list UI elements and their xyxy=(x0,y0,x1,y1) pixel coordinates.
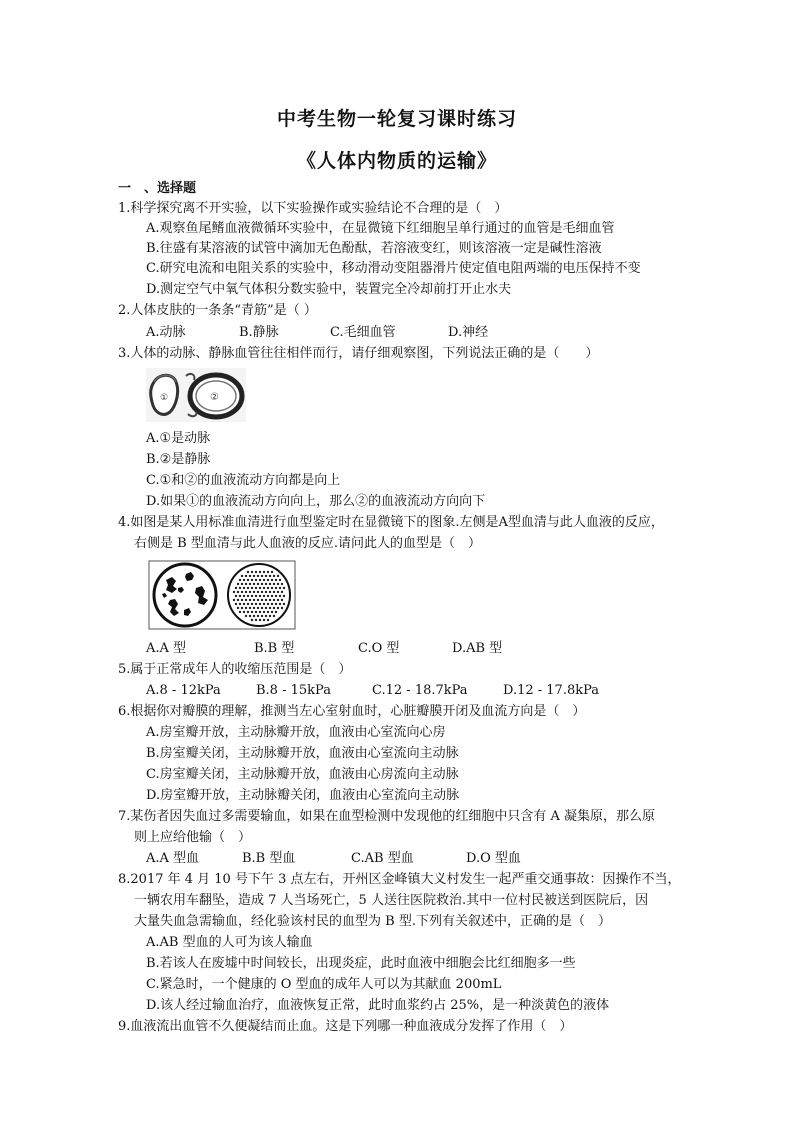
question-1-option-b: B.往盛有某溶液的试管中滴加无色酚酞，若溶液变红，则该溶液一定是碱性溶液 xyxy=(146,241,602,256)
question-5-option-c: C.12 - 18.7kPa xyxy=(372,683,468,698)
question-7-option-d: D.O 型血 xyxy=(466,851,521,866)
question-3-option-b: B.②是静脉 xyxy=(146,452,211,467)
question-5-option-a: A.8 - 12kPa xyxy=(146,683,221,698)
question-1-stem: 1.科学探究离不开实验，以下实验操作或实验结论不合理的是（ ） xyxy=(118,201,508,216)
question-9-stem: 9.血液流出血管不久便凝结而止血。这是下列哪一种血液成分发挥了作用（ ） xyxy=(118,1019,573,1034)
question-7-option-a: A.A 型血 xyxy=(146,851,200,866)
question-8-option-b: B.若该人在废墟中时间较长，出现炎症，此时血液中细胞会比红细胞多一些 xyxy=(146,956,576,971)
question-8-stem-line-2: 一辆农用车翻坠，造成 7 人当场死亡，5 人送往医院救治.其中一位村民被送到医院后，因 xyxy=(134,893,649,908)
question-5-stem: 5.属于正常成年人的收缩压范围是（ ） xyxy=(118,662,352,677)
question-4-stem-line-2: 右侧是 B 型血清与此人血液的反应.请问此人的血型是（ ） xyxy=(134,536,481,551)
question-4-stem-line-1: 4.如图是某人用标准血清进行血型鉴定时在显微镜下的图象.左侧是A型血清与此人血液的反应， xyxy=(118,515,664,530)
question-7-stem-line-1: 7.某伤者因失血过多需要输血，如果在血型检测中发现他的红细胞中只含有 A 凝集原，那么原 xyxy=(118,809,656,824)
question-2-option-b: B.静脉 xyxy=(239,325,279,340)
page-subtitle: 《人体内物质的运输》 xyxy=(296,150,497,172)
page-title: 中考生物一轮复习课时练习 xyxy=(276,108,517,130)
artery-vein-figure xyxy=(146,368,246,422)
section-heading: 一 、选择题 xyxy=(118,181,197,196)
question-5-option-d: D.12 - 17.8kPa xyxy=(503,683,600,698)
question-6-option-a: A.房室瓣开放，主动脉瓣开放，血液由心室流向心房 xyxy=(146,725,446,740)
question-8-option-c: C.紧急时，一个健康的 O 型血的成年人可以为其献血 200mL xyxy=(146,977,502,992)
question-2-option-d: D.神经 xyxy=(448,325,489,340)
question-3-option-d: D.如果①的血液流动方向向上，那么②的血液流动方向向下 xyxy=(146,494,486,509)
question-2-option-c: C.毛细血管 xyxy=(330,325,396,340)
question-1-option-c: C.研究电流和电阻关系的实验中，移动滑动变阻器滑片使定值电阻两端的电压保持不变 xyxy=(146,261,641,276)
question-8-stem-line-3: 大量失血急需输血，经化验该村民的血型为 B 型.下列有关叙述中，正确的是（ ） xyxy=(134,914,611,929)
question-6-option-b: B.房室瓣关闭，主动脉瓣开放，血液由心室流向主动脉 xyxy=(146,746,459,761)
question-1-option-d: D.测定空气中氧气体积分数实验中，装置完全冷却前打开止水夫 xyxy=(146,282,512,297)
question-3-option-c: C.①和②的血液流动方向都是向上 xyxy=(146,473,341,488)
question-2-stem: 2.人体皮肤的一条条“青筋”是（ ） xyxy=(118,303,317,318)
question-7-stem-line-2: 则上应给他输（ ） xyxy=(134,830,252,845)
question-6-option-c: C.房室瓣关闭，主动脉瓣开放，血液由心房流向主动脉 xyxy=(146,767,459,782)
question-8-option-a: A.AB 型血的人可为该人输血 xyxy=(146,935,313,950)
question-6-option-d: D.房室瓣开放，主动脉瓣关闭，血液由心室流向主动脉 xyxy=(146,788,460,803)
question-7-option-c: C.AB 型血 xyxy=(351,851,414,866)
question-8-option-d: D.该人经过输血治疗，血液恢复正常，此时血浆约占 25%，是一种淡黄色的液体 xyxy=(146,998,610,1013)
question-6-stem: 6.根据你对瓣膜的理解，推测当左心室射血时，心脏瓣膜开闭及血流方向是（ ） xyxy=(118,704,586,719)
question-4-option-a: A.A 型 xyxy=(146,641,187,656)
question-4-option-b: B.B 型 xyxy=(254,641,295,656)
question-8-stem-line-1: 8.2017 年 4 月 10 号下午 3 点左右，开州区金峰镇大义村发生一起严重交通事故：因操作不当， xyxy=(118,872,681,887)
question-4-option-c: C.O 型 xyxy=(358,641,400,656)
question-5-option-b: B.8 - 15kPa xyxy=(256,683,331,698)
question-3-stem: 3.人体的动脉、静脉血管往往相伴而行，请仔细观察图，下列说法正确的是（ ） xyxy=(118,346,599,361)
figure-label-1: ① xyxy=(160,393,169,403)
question-7-option-b: B.B 型血 xyxy=(242,851,296,866)
blood-typing-figure xyxy=(148,560,296,630)
figure-label-2: ② xyxy=(210,392,219,403)
question-4-option-d: D.AB 型 xyxy=(452,641,503,656)
question-3-option-a: A.①是动脉 xyxy=(146,431,211,446)
question-2-option-a: A.动脉 xyxy=(146,325,186,340)
question-1-option-a: A.观察鱼尾鳍血液微循环实验中，在显微镜下红细胞呈单行通过的血管是毛细血管 xyxy=(146,221,615,236)
